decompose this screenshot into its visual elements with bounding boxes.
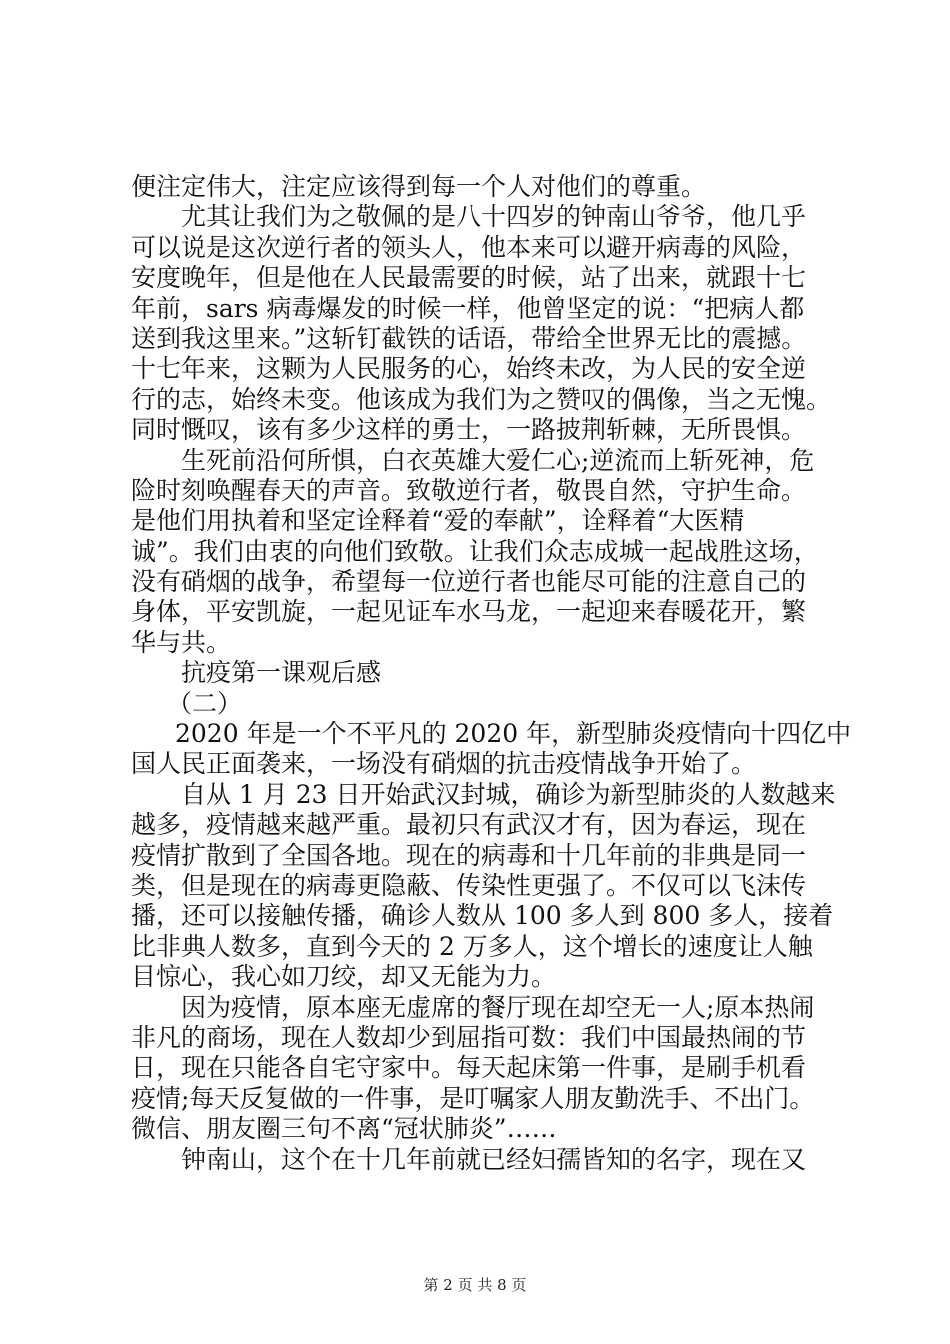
- paragraph: [131, 1145, 831, 1175]
- text-line: 疫情;每天反复做的一件事，是叮嘱家人朋友勤洗手、不出门。: [131, 1083, 815, 1113]
- paragraph: [131, 446, 831, 659]
- text-line: 华与共。: [131, 627, 232, 657]
- text-line: 目惊心，我心如刀绞，却又无能为力。: [131, 962, 557, 992]
- text-line: 非凡的商场，现在人数却少到屈指可数：我们中国最热闹的节: [131, 1022, 807, 1052]
- text-line: 是他们用执着和坚定诠释着“爱的奉献”，诠释着“大医精: [131, 506, 745, 536]
- text-line: 身体，平安凯旋，一起见证车水马龙，一起迎来春暖花开，繁: [131, 597, 807, 627]
- text-line: 生死前沿何所惧，白衣英雄大爱仁心;逆流而上斩死神，危: [181, 445, 815, 475]
- paragraph: [131, 172, 831, 202]
- text-line: 播，还可以接触传播，确诊人数从 100 多人到 800 多人，接着: [131, 901, 834, 931]
- text-line: 因为疫情，原本座无虚席的餐厅现在却空无一人;原本热闹: [181, 992, 815, 1022]
- text-line: 行的志，始终未变。他该成为我们为之赞叹的偶像，当之无愧。: [131, 384, 832, 414]
- text-line: （二）: [167, 688, 243, 718]
- text-line: 险时刻唤醒春天的声音。致敬逆行者，敬畏自然，守护生命。: [131, 475, 807, 505]
- text-line: 年前，sars 病毒爆发的时候一样，他曾坚定的说：“把病人都: [131, 293, 805, 323]
- text-line: 类，但是现在的病毒更隐蔽、传染性更强了。不仅可以飞沫传: [131, 870, 807, 900]
- paragraph: [131, 658, 831, 688]
- text-line: 诚”。我们由衷的向他们致敬。让我们众志成城一起战胜这场，: [131, 536, 819, 566]
- text-line: 日，现在只能各自宅守家中。每天起床第一件事，是刷手机看: [131, 1053, 807, 1083]
- text-line: 比非典人数多，直到今天的 2 万多人，这个增长的速度让人触: [131, 931, 813, 961]
- text-line: 安度晚年，但是他在人民最需要的时候，站了出来，就跟十七: [131, 263, 807, 293]
- text-line: 没有硝烟的战争，希望每一位逆行者也能尽可能的注意自己的: [131, 567, 807, 597]
- text-line: 自从 1 月 23 日开始武汉封城，确诊为新型肺炎的人数越来: [181, 779, 836, 809]
- paragraph: [131, 689, 831, 719]
- text-line: 钟南山，这个在十几年前就已经妇孺皆知的名字，现在又: [181, 1144, 807, 1174]
- text-line: 越多，疫情越来越严重。最初只有武汉才有，因为春运，现在: [131, 810, 807, 840]
- text-line: 可以说是这次逆行者的领头人，他本来可以避开病毒的风险，: [131, 232, 807, 262]
- paragraph: [131, 779, 836, 993]
- text-line: 疫情扩散到了全国各地。现在的病毒和十几年前的非典是同一: [131, 840, 807, 870]
- paragraph: [131, 719, 852, 780]
- text-line: 尤其让我们为之敬佩的是八十四岁的钟南山爷爷，他几乎: [181, 202, 807, 232]
- paragraph: [131, 202, 831, 445]
- text-line: 微信、朋友圈三句不离“冠状肺炎”……: [131, 1114, 557, 1144]
- document-body: [131, 172, 852, 1175]
- text-line: 送到我这里来。”这斩钉截铁的话语，带给全世界无比的震撼。: [131, 323, 807, 353]
- text-line: 抗疫第一课观后感: [181, 658, 382, 688]
- text-line: 2020 年是一个不平凡的 2020 年，新型肺炎疫情向十四亿中: [175, 719, 852, 749]
- page-footer: 第 2 页 共 8 页: [423, 1276, 527, 1294]
- text-line: 十七年来，这颗为人民服务的心，始终未改，为人民的安全逆: [131, 354, 807, 384]
- text-line: 国人民正面袭来，一场没有硝烟的抗击疫情战争开始了。: [131, 749, 757, 779]
- paragraph: [131, 993, 831, 1145]
- text-line: 便注定伟大，注定应该得到每一个人对他们的尊重。: [131, 172, 707, 201]
- text-line: 同时慨叹，该有多少这样的勇士，一路披荆斩棘，无所畏惧。: [131, 415, 807, 445]
